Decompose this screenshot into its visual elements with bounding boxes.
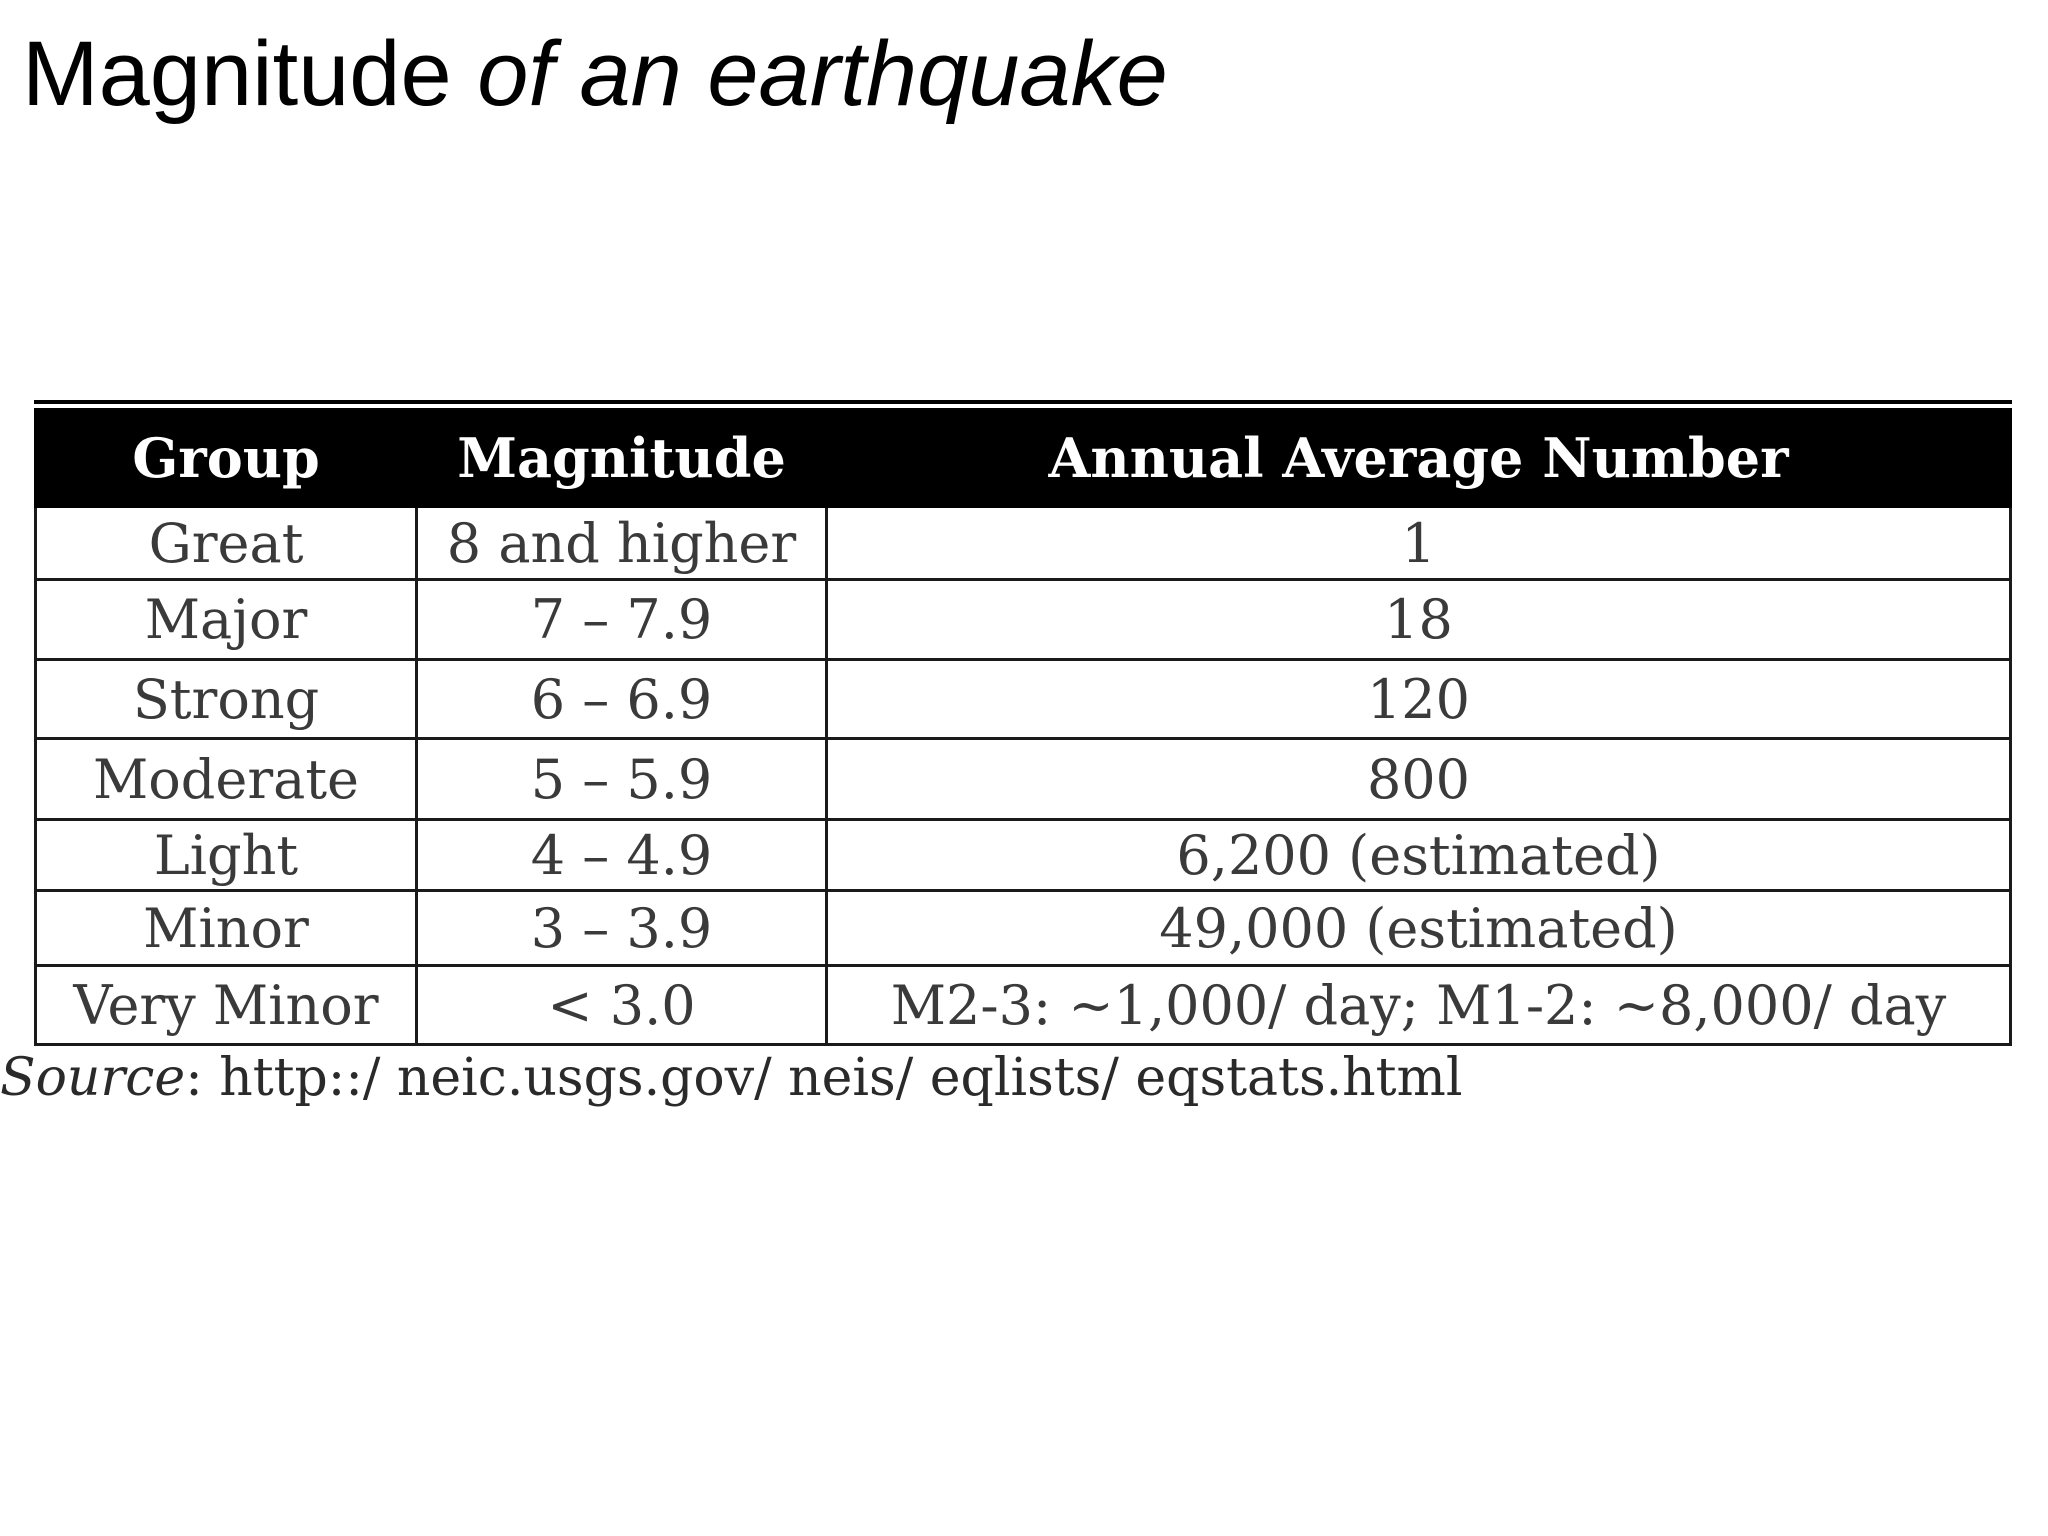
- magnitude-table-container: [34, 400, 2012, 1046]
- cell-magnitude: 8 and higher: [417, 507, 827, 580]
- table-top-rule: [34, 400, 2012, 404]
- cell-annual-average: 18: [827, 580, 2011, 660]
- magnitude-table: [34, 408, 2012, 1046]
- cell-annual-average: 49,000 (estimated): [827, 891, 2011, 966]
- header-group: Group: [36, 410, 417, 507]
- source-label: Source: [0, 1048, 186, 1108]
- table-row: [36, 739, 2011, 820]
- table-row: [36, 891, 2011, 966]
- title-italic: of an earthquake: [477, 23, 1168, 125]
- cell-magnitude: 5 – 5.9: [417, 739, 827, 820]
- cell-group: Light: [36, 820, 417, 891]
- cell-magnitude: 3 – 3.9: [417, 891, 827, 966]
- table-row: [36, 580, 2011, 660]
- cell-annual-average: 120: [827, 660, 2011, 739]
- source-url-text: : http::/ neic.usgs.gov/ neis/ eqlists/ eqstats.html: [185, 1048, 1463, 1108]
- table-row: [36, 660, 2011, 739]
- cell-magnitude: 4 – 4.9: [417, 820, 827, 891]
- cell-group: Very Minor: [36, 966, 417, 1045]
- cell-annual-average: 800: [827, 739, 2011, 820]
- cell-group: Minor: [36, 891, 417, 966]
- table-row: [36, 966, 2011, 1045]
- header-magnitude: Magnitude: [417, 410, 827, 507]
- title-plain: Magnitude: [22, 23, 478, 125]
- cell-magnitude: < 3.0: [417, 966, 827, 1045]
- source-citation: [0, 1048, 1463, 1108]
- cell-annual-average: 6,200 (estimated): [827, 820, 2011, 891]
- table-row: [36, 507, 2011, 580]
- table-header-row: [36, 410, 2011, 507]
- cell-annual-average: M2-3: ~1,000/ day; M1-2: ~8,000/ day: [827, 966, 2011, 1045]
- cell-group: Great: [36, 507, 417, 580]
- cell-magnitude: 7 – 7.9: [417, 580, 827, 660]
- cell-annual-average: 1: [827, 507, 2011, 580]
- cell-group: Moderate: [36, 739, 417, 820]
- table-row: [36, 820, 2011, 891]
- header-annual-average-number: Annual Average Number: [827, 410, 2011, 507]
- page-title: [22, 22, 1168, 128]
- cell-group: Strong: [36, 660, 417, 739]
- cell-group: Major: [36, 580, 417, 660]
- cell-magnitude: 6 – 6.9: [417, 660, 827, 739]
